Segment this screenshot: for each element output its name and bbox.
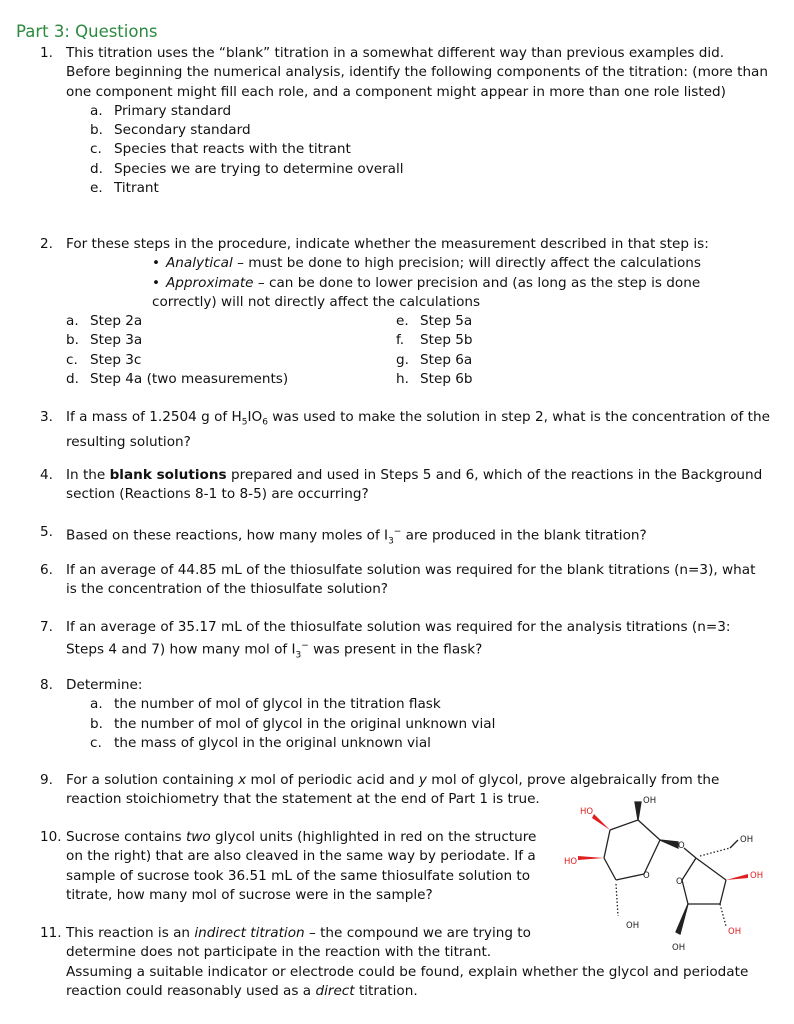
list-item: h. Step 6b [396,371,473,388]
question-6 [40,561,770,600]
question-5 [40,523,770,552]
question-text: If an average of 44.85 mL of the thiosulfate solution was required for the blank titrations (n=3), what is the concentration of the thiosulfate solution? [66,562,756,598]
part-title: Part 3: Questions [16,22,158,41]
list-item: c. Step 3c [66,351,142,368]
atom-label-ho-left: HO [564,857,578,867]
sucrose-structure [560,792,786,962]
glycol-highlights [578,814,748,880]
steps-left-column [66,312,288,389]
atom-label-o-bridge: O [678,841,685,851]
list-item: c. Species that reacts with the titrant [90,141,351,158]
list-item: b. the number of mol of glycol in the original unknown vial [90,715,496,732]
atom-label-oh-right-red: OH [750,871,764,881]
list-item: a. Step 2a [66,313,143,330]
bullet-list [152,254,712,312]
atom-labels [564,796,763,953]
bullet-item-approximate: • Approximate – can be done to lower precision and (as long as the step is done correctly) will not directly affect the calculations [152,274,701,310]
question-text: This reaction is an indirect titration – the compound we are trying to determine does not participate in the reaction with the titrant. Assuming a suitable indicator or electrode could be found, explain whether the glycol and periodate reaction could reasonably used as a direct titration. [66,925,749,999]
list-item: f. Step 5b [396,332,473,349]
question-text: If an average of 35.17 mL of the thiosulfate solution was required for the analysis titrations (n=3: Steps 4 and 7) how many mol of $I_3^-$ was present in the flask? [66,619,731,661]
question-text: This titration uses the “blank” titration in a somewhat different way than previous examples did. Before beginning the numerical analysis, identify the following components of the titration: (more than one component might fill each role, and a component might appear in more than one role listed) [66,45,769,100]
list-item: a. the number of mol of glycol in the titration flask [90,696,441,713]
question-number: 9. [40,772,53,788]
question-3 [40,408,770,452]
steps-right-column [396,312,473,389]
question-text: For a solution containing x mol of periodic acid and y mol of glycol, prove algebraically from the reaction stoichiometry that the statement at the end of Part 1 is true. [66,772,720,808]
atom-label-oh-right-top: OH [740,835,754,845]
sucrose-bonds [604,802,738,934]
atom-label-oh-bottom: OH [672,943,686,953]
list-item: d. Step 4a (two measurements) [66,371,289,388]
list-item: b. Step 3a [66,332,143,349]
steps-grid [66,312,770,390]
question-text: Determine: [66,677,143,693]
question-number: 3. [40,409,53,425]
question-text: For these steps in the procedure, indicate whether the measurement described in that step is: [66,236,709,252]
question-text: Sucrose contains two glycol units (highlighted in red on the structure on the right) that are also cleaved in the same way by periodate. If a sample of sucrose took 36.51 mL of the same thiosulfate solution to titrate, how many mol of sucrose were in the sample? [66,829,537,903]
question-1 [40,44,770,198]
question-text: Based on these reactions, how many moles of $I_3^-$ are produced in the blank titration? [66,527,647,547]
atom-label-o-ring1: O [643,871,650,881]
atom-label-oh-right-bottom: OH [728,927,742,937]
list-item: b. Secondary standard [90,122,251,139]
atom-label-o-ring2: O [676,877,683,887]
question-text: If a mass of 1.2504 g of $H_5IO_6$ was used to make the solution in step 2, what is the concentration of the resulting solution? [66,409,770,451]
atom-label-oh-top: OH [643,796,657,806]
list-item: e. Titrant [90,180,159,197]
question-text: In the blank solutions prepared and used in Steps 5 and 6, which of the reactions in the Background section (Reactions 8-1 to 8-5) are occurring? [66,467,763,503]
sub-list [90,102,770,198]
list-item: e. Step 5a [396,313,473,330]
question-number: 7. [40,619,53,635]
list-item: c. the mass of glycol in the original unknown vial [90,734,431,751]
question-10 [40,828,540,905]
bullet-item-analytical: • Analytical – must be done to high precision; will directly affect the calculations [152,255,701,272]
list-item: a. Primary standard [90,102,232,119]
question-number: 2. [40,236,53,252]
question-number: 1. [40,45,53,61]
question-number: 10. [40,829,62,845]
list-item: g. Step 6a [396,351,473,368]
question-8 [40,676,770,753]
question-7 [40,618,770,666]
atom-label-ho-top: HO [580,807,594,817]
question-number: 8. [40,677,53,693]
atom-label-oh-bottom-left: OH [626,921,640,931]
question-number: 5. [40,524,53,540]
question-2 [40,235,770,390]
list-item: d. Species we are trying to determine overall [90,160,404,177]
question-number: 4. [40,467,53,483]
sub-list [90,695,770,753]
question-number: 6. [40,562,53,578]
question-4 [40,466,770,505]
question-number: 11. [40,925,62,941]
